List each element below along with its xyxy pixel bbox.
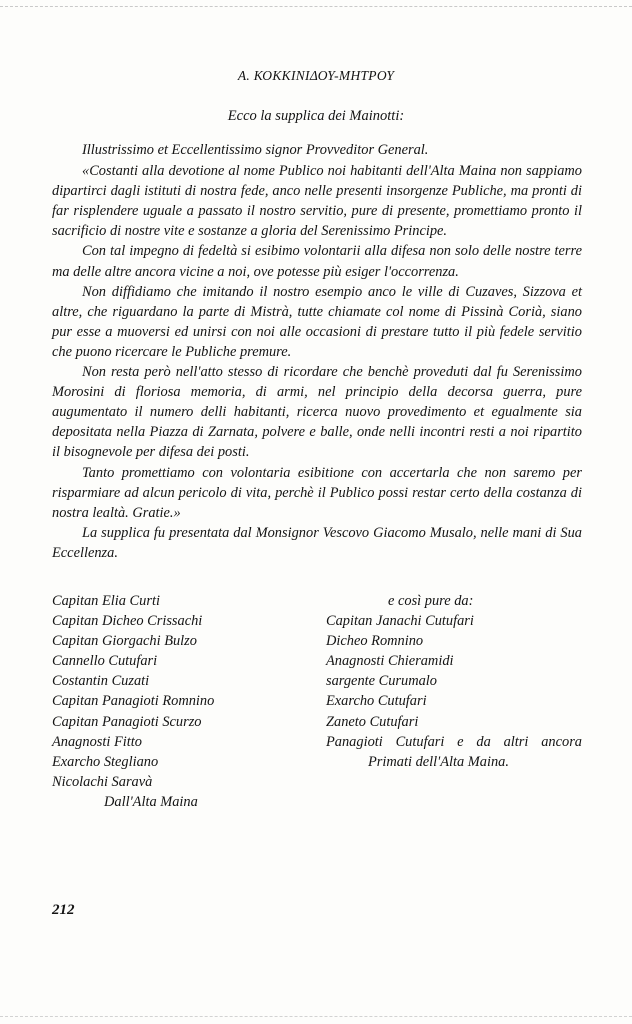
signatory: Exarcho Cutufari [326, 693, 427, 710]
running-header: A. ΚΟΚΚΙΝΙΔΟΥ-ΜΗΤΡΟΥ [237, 68, 395, 83]
signatories-left-closing: Dall'Alta Maina [104, 793, 198, 810]
signatory: Anagnosti Chieramidi [326, 653, 454, 670]
signatory: Capitan Janachi Cutufari [326, 613, 474, 630]
signatory: sargente Curumalo [326, 673, 437, 690]
signatory: Panagioti Cutufari e da altri ancora [326, 733, 582, 750]
signatories-right-column [326, 591, 582, 772]
top-edge-rule [0, 6, 632, 7]
paragraph: Con tal impegno di fedeltà si esibimo volontarii alla difesa non solo delle nostre terre ma delle altre ancora vicine a noi, ove potesse più esiger l'occorrenza. [52, 243, 582, 280]
petition-text [52, 140, 582, 563]
signatories-left-column [52, 591, 312, 812]
signatory: Zaneto Cutufari [326, 713, 419, 730]
signatory: Capitan Panagioti Scurzo [52, 713, 202, 730]
signatory: Capitan Panagioti Romnino [52, 693, 215, 710]
intro-line: Ecco la supplica dei Mainotti: [227, 108, 405, 124]
bottom-edge-rule [0, 1016, 632, 1017]
signatory: Capitan Elia Curti [52, 593, 160, 609]
signatory: Cannello Cutufari [52, 653, 158, 670]
signatory: Nicolachi Saravà [52, 773, 153, 790]
signatory: Dicheo Romnino [326, 633, 424, 650]
salutation: Illustrissimo et Eccellentissimo signor Provveditor General. [82, 142, 429, 158]
signatory: Capitan Dicheo Crissachi [52, 613, 203, 630]
signatory: Anagnosti Fitto [52, 733, 142, 750]
paragraph: La supplica fu presentata dal Monsignor Vescovo Giacomo Musalo, nelle mani di Sua Eccellenza. [52, 524, 582, 561]
signatory: Exarcho Stegliano [52, 753, 159, 770]
paragraph: Non resta però nell'atto stesso di ricordare che benchè proveduti dal fu Serenissimo Morosini di floriosa memoria, di armi, nel principio della decorsa guerra, pure augumentato il numero delli habitanti, ricerca nuovo provedimento et egualmente sia depositata nella Piazza di Zarnata, polvere e balle, onde nelli incontri resti a noi ripartito il bisognevole per difesa dei posti. [52, 364, 582, 461]
signatory: Costantin Cuzati [52, 673, 150, 690]
signatories-right-closing: Primati dell'Alta Maina. [368, 753, 509, 770]
paragraph: Tanto promettiamo con volontaria esibitione con accertarla che non saremo per risparmiare ad alcun pericolo di vita, perchè il Publico possi restar certo della costanza di nostra lealtà. Gratie.» [52, 464, 582, 521]
paragraph: Non diffidiamo che imitando il nostro esempio anco le ville di Cuzaves, Sizzova et altre, che riguardano la parte di Mistrà, tutte chiamate col nome di Pissinà Corià, siano pur esse a muoversi ed unirsi con noi alle occasioni di prestare tutto il più fedele servitio che puono ricercare le Publiche premure. [52, 283, 582, 360]
paragraph: «Costanti alla devotione al nome Publico noi habitanti dell'Alta Maina non sappiamo dipartirci dagli istituti di nostra fede, anco nelle presenti insorgenze Publiche, ma pronti di far risplendere uguale a passato il nostro servitio, pure di presente, promettiamo pronto il sacrificio di nostre vite e sostanze a gloria del Serenissimo Principe. [52, 163, 582, 240]
signatories-right-heading: e così pure da: [388, 593, 474, 609]
signatory: Capitan Giorgachi Bulzo [52, 633, 197, 650]
page-number: 212 [52, 902, 75, 918]
